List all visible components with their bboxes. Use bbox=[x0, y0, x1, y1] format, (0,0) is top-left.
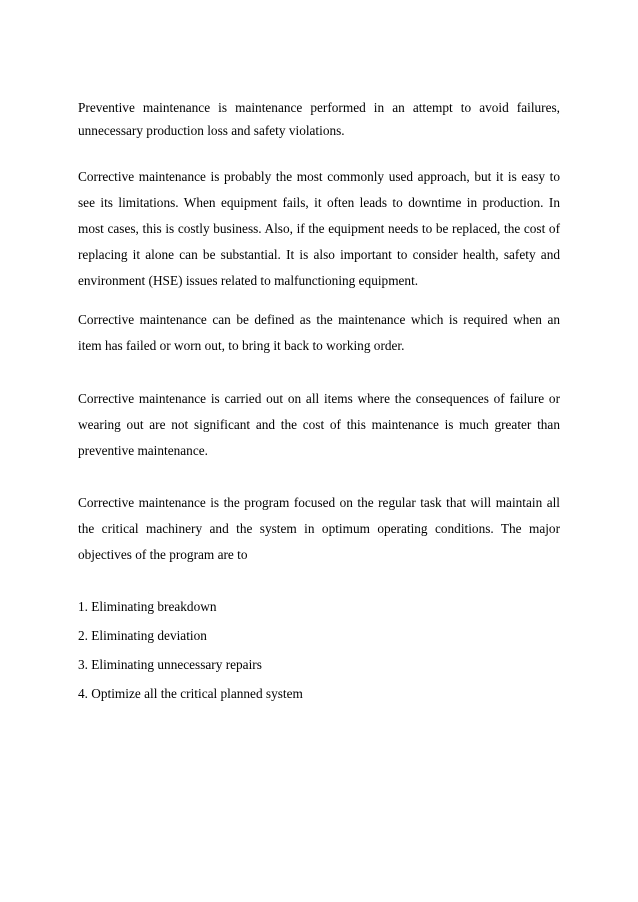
list-item: 4. Optimize all the critical planned system bbox=[78, 686, 303, 701]
paragraph-preventive-definition: Preventive maintenance is maintenance performed in an attempt to avoid failures, unnecessary production loss and safety violations. bbox=[78, 100, 560, 138]
list-item: 2. Eliminating deviation bbox=[78, 628, 207, 643]
paragraph-corrective-program: Corrective maintenance is the program focused on the regular task that will maintain all the critical machinery and the system in optimum operating conditions. The major objectives of the program are to bbox=[78, 495, 560, 562]
objectives-list bbox=[78, 592, 560, 708]
paragraph-corrective-definition: Corrective maintenance can be defined as the maintenance which is required when an item has failed or worn out, to bring it back to working order. bbox=[78, 312, 560, 353]
paragraph-corrective-scope: Corrective maintenance is carried out on all items where the consequences of failure or wearing out are not significant and the cost of this maintenance is much greater than preventive maintenance. bbox=[78, 391, 560, 458]
paragraph-corrective-limitations: Corrective maintenance is probably the most commonly used approach, but it is easy to see its limitations. When equipment fails, it often leads to downtime in production. In most cases, this is costly business. Also, if the equipment needs to be replaced, the cost of replacing it alone can be substantial. It is also important to consider health, safety and environment (HSE) issues related to malfunctioning equipment. bbox=[78, 169, 560, 288]
list-item: 1. Eliminating breakdown bbox=[78, 599, 217, 614]
list-item: 3. Eliminating unnecessary repairs bbox=[78, 657, 262, 672]
